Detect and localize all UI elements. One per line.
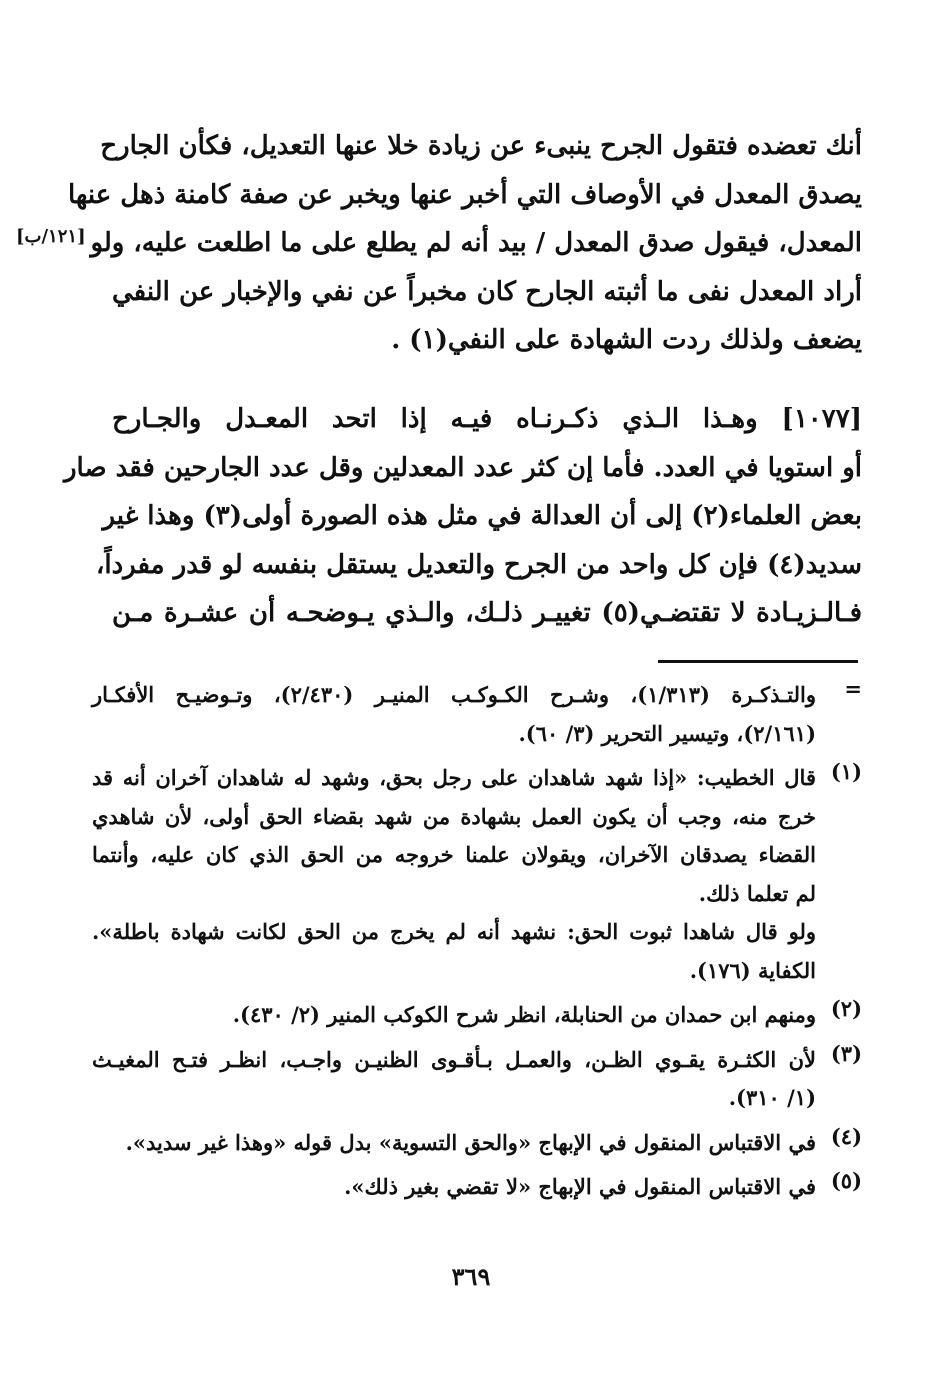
footnote-line: خرج منه، وجب أن يكون العمل بشهادة من شهد بقضاء الحق أولى، لأن شاهدي bbox=[92, 803, 816, 829]
page-number: ٣٦٩ bbox=[451, 1262, 491, 1291]
footnote-5 bbox=[92, 1168, 862, 1207]
footnote-4 bbox=[92, 1124, 862, 1163]
body-line: أو استويا في العدد. فأما إن كثر عدد المعدلين وقل عدد الجارحين فقد صار bbox=[63, 452, 862, 483]
body-line: يضعف ولذلك ردت الشهادة على النفي(١) . bbox=[391, 325, 862, 355]
footnote-line: القضاء يصدقان الآخران، ويقولان علمنا خروجه من الحق الذي كان عليه، وأنتما bbox=[92, 842, 816, 867]
footnote-line: الكفاية (١٧٦). bbox=[689, 957, 816, 983]
footnote-line: (١/ ٣١٠). bbox=[728, 1085, 816, 1110]
footnote-line: في الاقتباس المنقول في الإبهاج «لا تقضي بغير ذلك». bbox=[344, 1174, 816, 1199]
footnote-line: لأن الكثـرة يقـوي الظـن، والعمـل بـأقـوى الظنيـن واجـب، انظـر فتـح المغيـث bbox=[92, 1046, 816, 1072]
footnote-number: (٣) bbox=[830, 1040, 862, 1066]
footnote-line: ولو قال شاهدا ثبوت الحق: نشهد أنه لم يخرج من الحق لكانت شهادة باطلة». bbox=[92, 919, 816, 944]
body-line: أراد المعدل نفى ما أثبته الجارح كان مخبراً عن نفي والإخبار عن النفي bbox=[112, 276, 862, 307]
manuscript-folio-note: [١٢١/ب] bbox=[16, 226, 86, 247]
footnote-2 bbox=[92, 996, 862, 1035]
body-line: سديد(٤) فإن كل واحد من الجرح والتعديل يستقل بنفسه لو قدر مفرداً، bbox=[95, 549, 862, 580]
continuation-marker: = bbox=[844, 676, 862, 701]
footnote-line: قال الخطيب: «إذا شهد شاهدان على رجل بحق، وشهد له شاهدان آخران أنه قد bbox=[92, 765, 816, 790]
body-line: يصدق المعدل في الأوصاف التي أخبر عنها ويخبر عن صفة كامنة ذهل عنها bbox=[67, 179, 862, 210]
footnote-number: (٢) bbox=[830, 996, 862, 1021]
footnote-separator bbox=[658, 660, 858, 663]
footnote-1 bbox=[92, 759, 862, 990]
footnote-number: (٥) bbox=[830, 1168, 862, 1193]
footnote-line: في الاقتباس المنقول في الإبهاج «والحق التسوية» بدل قوله «وهذا غير سديد». bbox=[125, 1129, 816, 1155]
footnote-3 bbox=[92, 1041, 862, 1118]
body-paragraph-1 bbox=[67, 122, 862, 365]
body-line: بعض العلماء(٢) إلى أن العدالة في مثل هذه الصورة أولى(٣) وهذا غير bbox=[102, 501, 862, 531]
footnote-line: لم تعلما ذلك. bbox=[698, 880, 816, 906]
body-paragraph-2 bbox=[63, 395, 863, 638]
footnote-line: والتـذكـرة (١/٣١٣)، وشـرح الكـوكـب المنيـر (٢/٤٣٠)، وتـوضيـح الأفكـار bbox=[92, 682, 816, 707]
body-line: المعدل، فيقول صدق المعدل / بيد أنه لم يطلع على ما اطلعت عليه، ولو bbox=[90, 228, 862, 258]
footnote-line: (٢/١٦١)، وتيسير التحرير (٣/ ٦٠). bbox=[518, 720, 816, 746]
body-line: أنك تعضده فتقول الجرح ينبىء عن زيادة خلا عنها التعديل، فكأن الجارح bbox=[100, 131, 862, 161]
footnotes-section bbox=[92, 676, 862, 1213]
body-line: [١٠٧٧] وهـذا الـذي ذكـرنـاه فيـه إذا اتحد المعـدل والجـارح bbox=[112, 404, 862, 434]
footnote-number: (١) bbox=[830, 759, 862, 784]
body-line: فـالـزيـادة لا تقتضـي(٥) تغييـر ذلـك، والـذي يـوضحـه أن عشـرة مـن bbox=[112, 598, 863, 628]
footnote-number: (٤) bbox=[830, 1123, 862, 1149]
footnote-continuation bbox=[92, 676, 862, 753]
footnote-line: ومنهم ابن حمدان من الحنابلة، انظر شرح الكوكب المنير (٢/ ٤٣٠). bbox=[232, 1002, 816, 1027]
